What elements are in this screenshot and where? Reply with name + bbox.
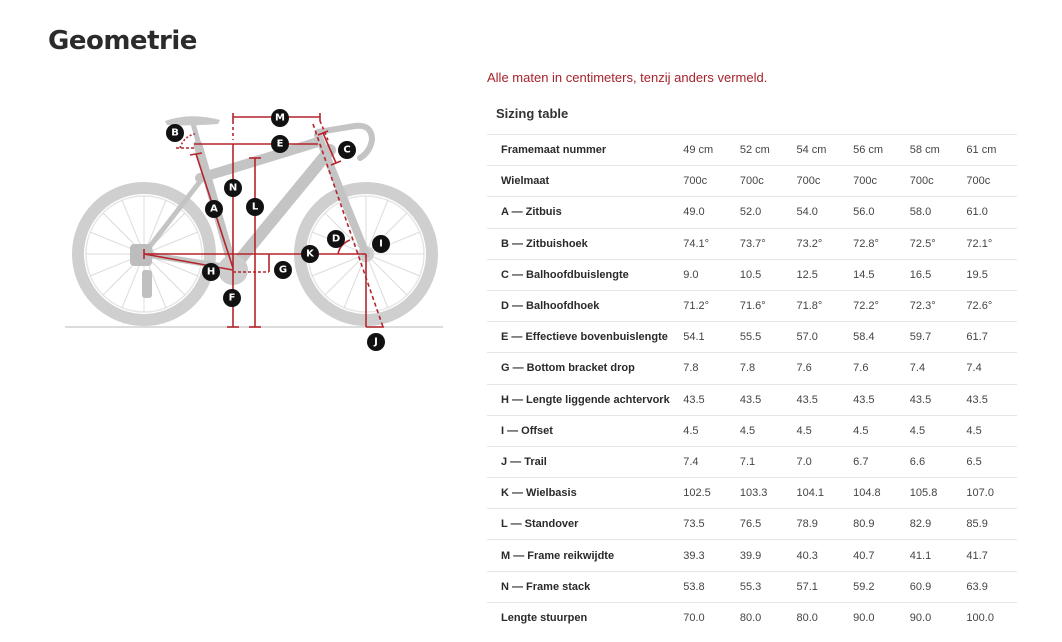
row-value: 70.0	[683, 612, 705, 625]
svg-text:H: H	[206, 266, 216, 278]
row-value: 7.8	[739, 362, 756, 375]
row-value: 72.8°	[853, 237, 879, 250]
row-value: 39.3	[683, 549, 705, 562]
row-value: 57.1	[796, 580, 818, 593]
sizing-table	[487, 134, 1017, 634]
row-value: 41.1	[909, 549, 932, 562]
row-value: 10.5	[739, 268, 762, 281]
marker-h	[202, 263, 220, 281]
marker-g	[274, 261, 292, 279]
bike-geometry-diagram	[60, 100, 460, 360]
row-value: 80.0	[796, 612, 818, 625]
marker-k	[301, 245, 319, 263]
svg-text:N: N	[228, 182, 238, 194]
row-value: 61.0	[966, 206, 988, 219]
row-value: 6.5	[966, 455, 982, 468]
row-value: 6.6	[909, 455, 926, 468]
row-value: 700c	[966, 175, 991, 188]
row-value: 41.7	[966, 549, 988, 562]
row-value: 72.6°	[966, 300, 993, 313]
row-value: 12.5	[796, 268, 818, 281]
row-label: C — Balhoofdbuislengte	[501, 268, 629, 281]
row-value: 57.0	[796, 331, 818, 344]
row-value: 54.1	[683, 331, 705, 344]
row-value: 78.9	[796, 518, 818, 531]
row-value: 49.0	[683, 206, 705, 219]
row-value: 104.8	[853, 487, 881, 500]
marker-e	[271, 135, 289, 153]
row-value: 76.5	[739, 518, 762, 531]
row-label: I — Offset	[501, 424, 553, 437]
svg-text:J: J	[374, 336, 378, 348]
row-value: 52.0	[739, 206, 762, 219]
table-row	[487, 446, 1017, 477]
row-value: 72.3°	[909, 300, 936, 313]
svg-text:B: B	[171, 127, 179, 139]
size-header: 56 cm	[853, 144, 884, 157]
svg-text:F: F	[228, 292, 236, 304]
row-value: 73.7°	[739, 237, 766, 250]
row-value: 7.1	[739, 455, 756, 468]
row-value: 19.5	[966, 268, 988, 281]
table-row	[487, 540, 1017, 571]
row-value: 4.5	[909, 424, 926, 437]
row-label: L — Standover	[501, 518, 579, 531]
row-value: 56.0	[853, 206, 875, 219]
units-note: Alle maten in centimeters, tenzij anders vermeld.	[487, 70, 768, 85]
table-row	[487, 259, 1017, 290]
derailleur-icon	[142, 270, 152, 298]
table-row	[487, 290, 1017, 321]
svg-text:K: K	[306, 248, 314, 260]
size-header: 52 cm	[739, 144, 770, 157]
row-value: 39.9	[739, 549, 762, 562]
marker-i	[372, 235, 390, 253]
row-value: 58.4	[853, 331, 875, 344]
row-value: 14.5	[853, 268, 875, 281]
table-row	[487, 322, 1017, 353]
table-row	[487, 509, 1017, 540]
row-value: 40.3	[796, 549, 818, 562]
row-value: 59.2	[853, 580, 875, 593]
row-value: 4.5	[739, 424, 756, 437]
row-label: J — Trail	[501, 455, 547, 468]
row-value: 58.0	[909, 206, 932, 219]
svg-text:G: G	[278, 264, 288, 276]
row-label: H — Lengte liggende achtervork	[501, 393, 670, 406]
row-value: 40.7	[853, 549, 875, 562]
table-row	[487, 353, 1017, 384]
row-value: 4.5	[966, 424, 982, 437]
marker-d	[327, 230, 345, 248]
row-value: 90.0	[853, 612, 875, 625]
row-value: 7.4	[909, 362, 926, 375]
row-value: 73.2°	[796, 237, 823, 250]
size-header: 58 cm	[909, 144, 940, 157]
marker-a	[205, 200, 223, 218]
svg-text:A: A	[210, 203, 218, 215]
marker-b	[166, 124, 184, 142]
svg-text:D: D	[331, 233, 341, 245]
row-value: 85.9	[966, 518, 988, 531]
table-row	[487, 415, 1017, 446]
marker-n	[224, 179, 242, 197]
svg-text:C: C	[343, 144, 351, 156]
row-value: 16.5	[909, 268, 932, 281]
table-header-row	[487, 135, 1017, 166]
table-row	[487, 478, 1017, 509]
row-label: Lengte stuurpen	[501, 612, 588, 625]
row-value: 43.5	[853, 393, 875, 406]
svg-text:M: M	[275, 112, 285, 124]
marker-m	[271, 109, 289, 127]
table-row	[487, 571, 1017, 602]
row-value: 700c	[739, 175, 764, 188]
row-value: 80.0	[739, 612, 762, 625]
svg-text:L: L	[251, 201, 259, 213]
row-value: 72.5°	[909, 237, 936, 250]
table-row	[487, 602, 1017, 633]
row-value: 7.8	[683, 362, 699, 375]
row-value: 7.4	[966, 362, 982, 375]
row-value: 90.0	[909, 612, 932, 625]
table-caption: Sizing table	[496, 106, 569, 121]
row-value: 59.7	[909, 331, 932, 344]
row-value: 72.2°	[853, 300, 879, 313]
row-label: D — Balhoofdhoek	[501, 300, 600, 313]
row-value: 4.5	[796, 424, 812, 437]
row-value: 80.9	[853, 518, 875, 531]
row-value: 6.7	[853, 455, 869, 468]
row-value: 107.0	[966, 487, 994, 500]
row-value: 71.6°	[739, 300, 766, 313]
row-value: 4.5	[853, 424, 869, 437]
row-value: 700c	[796, 175, 821, 188]
row-value: 61.7	[966, 331, 988, 344]
row-value: 55.3	[739, 580, 762, 593]
marker-l	[246, 198, 264, 216]
row-value: 700c	[909, 175, 934, 188]
row-value: 9.0	[683, 268, 699, 281]
row-value: 102.5	[683, 487, 711, 500]
row-label: Wielmaat	[501, 175, 550, 188]
row-value: 71.8°	[796, 300, 823, 313]
row-label: K — Wielbasis	[501, 487, 577, 500]
saddle-icon	[165, 116, 220, 125]
row-value: 7.4	[683, 455, 699, 468]
marker-c	[338, 141, 356, 159]
row-value: 4.5	[683, 424, 699, 437]
table-row	[487, 384, 1017, 415]
svg-text:I: I	[379, 238, 383, 250]
table-row	[487, 197, 1017, 228]
row-value: 71.2°	[683, 300, 710, 313]
row-label: M — Frame reikwijdte	[501, 549, 615, 562]
row-value: 103.3	[739, 487, 768, 500]
row-label: G — Bottom bracket drop	[501, 362, 635, 375]
table-row	[487, 228, 1017, 259]
row-label: B — Zitbuishoek	[501, 237, 588, 250]
row-label: N — Frame stack	[501, 580, 591, 593]
row-value: 72.1°	[966, 237, 993, 250]
page-title: Geometrie	[48, 26, 197, 56]
row-value: 54.0	[796, 206, 818, 219]
row-value: 60.9	[909, 580, 932, 593]
header-label: Framemaat nummer	[501, 144, 607, 157]
row-value: 43.5	[796, 393, 818, 406]
row-value: 82.9	[909, 518, 932, 531]
marker-f	[223, 289, 241, 307]
size-header: 49 cm	[683, 144, 714, 157]
size-header: 54 cm	[796, 144, 827, 157]
row-value: 104.1	[796, 487, 825, 500]
row-value: 700c	[683, 175, 708, 188]
row-value: 7.6	[853, 362, 869, 375]
row-value: 43.5	[966, 393, 988, 406]
row-value: 43.5	[739, 393, 762, 406]
marker-j	[367, 333, 385, 351]
size-header: 61 cm	[966, 144, 997, 157]
row-label: A — Zitbuis	[501, 206, 562, 219]
row-value: 53.8	[683, 580, 705, 593]
table-row	[487, 166, 1017, 197]
row-value: 73.5	[683, 518, 705, 531]
row-value: 43.5	[683, 393, 705, 406]
row-value: 105.8	[909, 487, 938, 500]
row-value: 63.9	[966, 580, 988, 593]
row-value: 74.1°	[683, 237, 710, 250]
row-label: E — Effectieve bovenbuislengte	[501, 331, 668, 344]
row-value: 100.0	[966, 612, 994, 625]
row-value: 43.5	[909, 393, 932, 406]
row-value: 55.5	[739, 331, 762, 344]
row-value: 700c	[853, 175, 877, 188]
svg-text:E: E	[276, 138, 284, 150]
row-value: 7.0	[796, 455, 812, 468]
row-value: 7.6	[796, 362, 812, 375]
